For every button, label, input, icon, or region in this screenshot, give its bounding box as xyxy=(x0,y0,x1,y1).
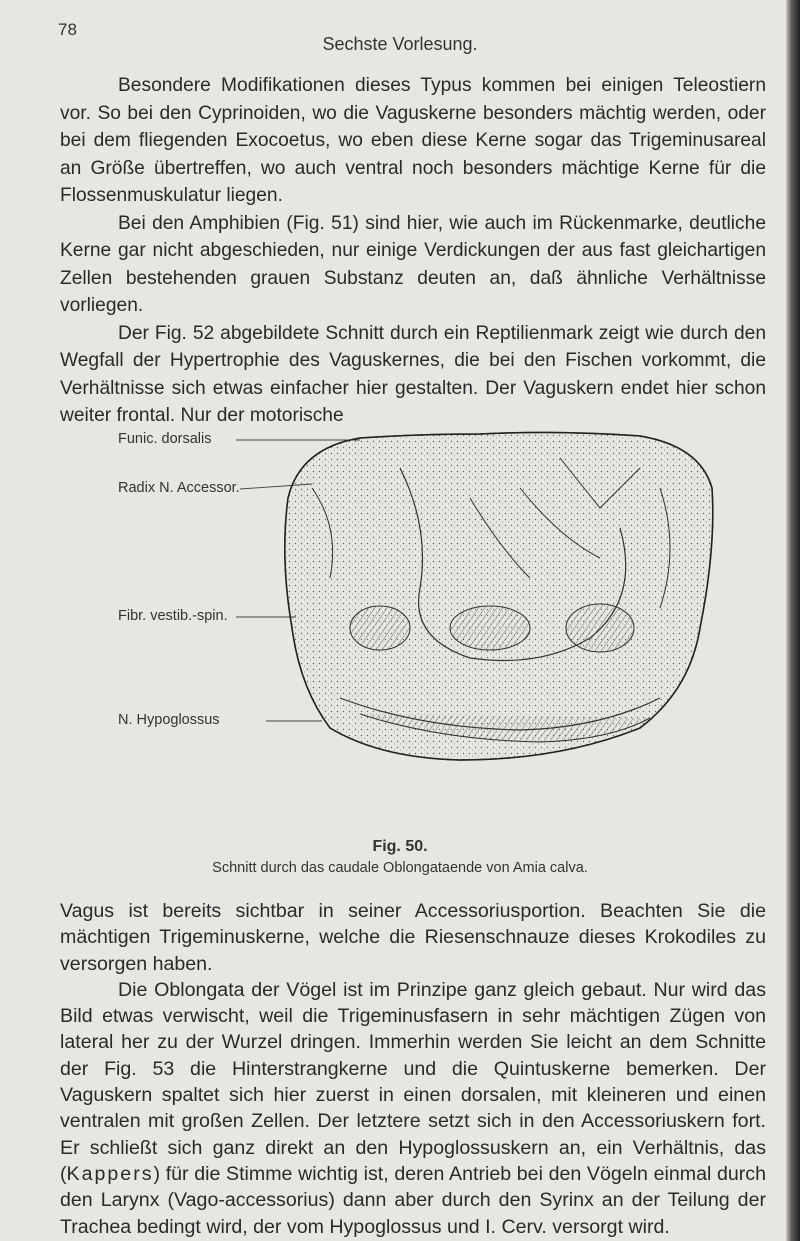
figure-50 xyxy=(0,428,800,788)
page-number: 78 xyxy=(58,20,77,39)
paragraph-reptilienmark: Der Fig. 52 abgebildete Schnitt durch ein Reptilienmark zeigt wie durch den Wegfall der Hypertrophie des Vaguskernes, die bei den Fischen vorkommt, die Verhältnisse sich etwas einfacher hier gestalten. Der Vaguskern endet hier schon weiter frontal. Nur der motorische xyxy=(60,322,766,426)
paragraph-voegel xyxy=(60,977,766,1240)
label-n-hypoglossus: N. Hypoglossus xyxy=(118,712,220,728)
paragraph-teleostiern: Besondere Modifikationen dieses Typus kommen bei einigen Teleostiern vor. So bei den Cyprinoiden, wo die Vaguskerne besonders mächtig werden, oder bei dem fliegenden Exocoetus, wo eben diese Kerne sogar das Trigeminusareal an Größe übertreffen, wo auch ventral noch besonders mächtige Kerne für die Flossenmuskulatur liegen. xyxy=(60,75,766,206)
author-name-kappers: Kappers xyxy=(66,1162,154,1185)
label-fibr-vestib-spin: Fibr. vestib.-spin. xyxy=(118,608,228,624)
paragraph-amphibien: Bei den Amphibien (Fig. 51) sind hier, wie auch im Rückenmarke, deutliche Kerne gar nicht abgeschieden, nur einige Verdickungen der aus fast gleichartigen Zellen bestehenden grauen Substanz deuten an, daß ähnliche Verhältnisse vorliegen. xyxy=(60,212,766,316)
paragraph-voegel-part1: Die Oblongata der Vögel ist im Prinzipe ganz gleich gebaut. Nur wird das Bild etwas verwischt, weil die Trigeminusfasern in sehr mächtigen Zügen von lateral her zu der Wurzel dringen. Immerhin werden Sie leicht an dem Schnitte der Fig. 53 die Hinterstrangkerne und die Quintuskerne bemerken. Der Vaguskern spaltet sich hier zuerst in einen dorsalen, mit kleineren und einen ventralen mit großen Zellen. Der letztere setzt sich in den Accessoriuskern fort. Er schließt sich ganz direkt an den Hypoglossuskern an, ein Verhältnis, das ( xyxy=(60,978,766,1185)
top-text-block xyxy=(60,72,766,430)
bottom-text-block xyxy=(60,898,766,1240)
paragraph-voegel-part2: ) für die Stimme wichtig ist, deren Antrieb bei den Vögeln einmal durch den Larynx (Vago-accessorius) dann aber durch den Syrinx an der Teilung der Trachea bedingt wird, der vom Hypoglossus und I. Cerv. versorgt wird. xyxy=(60,1162,766,1238)
brainstem-section-drawing xyxy=(0,428,800,788)
label-funic-dorsalis: Funic. dorsalis xyxy=(118,431,212,447)
figure-caption: Schnitt durch das caudale Oblongataende von Amia calva. xyxy=(212,860,588,876)
figure-title: Fig. 50. xyxy=(372,838,428,855)
paragraph-vagus: Vagus ist bereits sichtbar in seiner Accessoriusportion. Beachten Sie die mächtigen Trigeminuskerne, welche die Riesenschnauze dieses Krokodiles zu versorgen haben. xyxy=(60,900,766,975)
label-radix-accessor: Radix N. Accessor. xyxy=(118,480,240,496)
running-header: Sechste Vorlesung. xyxy=(322,34,478,54)
